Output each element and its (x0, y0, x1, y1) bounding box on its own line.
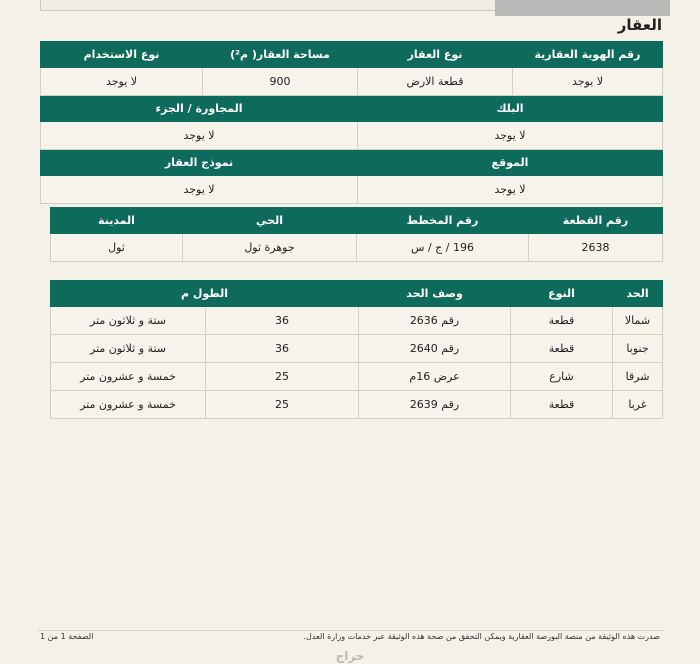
footer-note: صدرت هذه الوثيقة من منصة البورصة العقارية ويمكن التحقق من صحة هذه الوثيقة عبر خدمات وزارة العدل. (303, 632, 660, 641)
header-type: النوع (511, 281, 613, 307)
boundary-type: قطعة (511, 391, 613, 419)
header-plan-number: رقم المخطط (357, 208, 529, 234)
page-number: الصفحة 1 من 1 (40, 632, 94, 641)
property-table (40, 41, 663, 204)
boundaries-table (50, 280, 663, 419)
boundary-length: 36 (206, 307, 359, 335)
boundary-row (51, 363, 663, 391)
boundary-side: شرقا (613, 363, 663, 391)
previous-table-edge (40, 0, 562, 11)
location-value-row (41, 176, 663, 204)
value-location: لا يوجد (358, 176, 663, 204)
boundary-length-words: ستة و ثلاثون متر (51, 307, 206, 335)
plot-header-row (51, 208, 663, 234)
block-header-row (41, 96, 663, 122)
boundary-side: غربا (613, 391, 663, 419)
value-property-area: 900 (203, 68, 358, 96)
boundary-length: 25 (206, 363, 359, 391)
boundary-type: قطعة (511, 307, 613, 335)
redacted-block (495, 0, 670, 16)
value-property-id: لا يوجد (513, 68, 663, 96)
boundary-description: عرض 16م (359, 363, 511, 391)
header-property-type: نوع العقار (358, 42, 513, 68)
header-district: الحي (183, 208, 357, 234)
plot-value-row (51, 234, 663, 262)
boundaries-header-row (51, 281, 663, 307)
watermark (0, 648, 700, 664)
boundary-row (51, 307, 663, 335)
value-property-type: قطعة الارض (358, 68, 513, 96)
footer-divider (38, 630, 664, 631)
boundary-length: 36 (206, 335, 359, 363)
boundary-length-words: ستة و ثلاثون متر (51, 335, 206, 363)
boundary-length: 25 (206, 391, 359, 419)
header-property-area: مساحة العقار( م²) (203, 42, 358, 68)
boundary-description: رقم 2639 (359, 391, 511, 419)
value-district: جوهرة ثول (183, 234, 357, 262)
header-side: الحد (613, 281, 663, 307)
boundary-type: قطعة (511, 335, 613, 363)
boundary-type: شارع (511, 363, 613, 391)
header-plot-number: رقم القطعة (529, 208, 663, 234)
boundary-length-words: خمسة و عشرون متر (51, 363, 206, 391)
value-city: ثول (51, 234, 183, 262)
plot-table (50, 207, 663, 262)
boundary-row (51, 391, 663, 419)
header-neighborhood-part: المجاورة / الجزء (41, 96, 358, 122)
header-city: المدينة (51, 208, 183, 234)
header-block: البلك (358, 96, 663, 122)
header-length: الطول م (51, 281, 359, 307)
boundary-side: جنوبا (613, 335, 663, 363)
boundary-length-words: خمسة و عشرون متر (51, 391, 206, 419)
header-property-id: رقم الهوية العقارية (513, 42, 663, 68)
property-header-row (41, 42, 663, 68)
value-plan-number: 196 / ج / س (357, 234, 529, 262)
header-description: وصف الحد (359, 281, 511, 307)
boundary-side: شمالا (613, 307, 663, 335)
watermark-logo: حراج (335, 649, 365, 663)
location-header-row (41, 150, 663, 176)
value-block: لا يوجد (358, 122, 663, 150)
block-value-row (41, 122, 663, 150)
boundary-description: رقم 2640 (359, 335, 511, 363)
header-location: الموقع (358, 150, 663, 176)
header-usage-type: نوع الاستخدام (41, 42, 203, 68)
value-neighborhood-part: لا يوجد (41, 122, 358, 150)
section-title: العقار (617, 16, 662, 34)
property-value-row (41, 68, 663, 96)
boundary-row (51, 335, 663, 363)
header-property-model: نموذج العقار (41, 150, 358, 176)
value-usage-type: لا يوجد (41, 68, 203, 96)
value-property-model: لا يوجد (41, 176, 358, 204)
value-plot-number: 2638 (529, 234, 663, 262)
boundary-description: رقم 2636 (359, 307, 511, 335)
